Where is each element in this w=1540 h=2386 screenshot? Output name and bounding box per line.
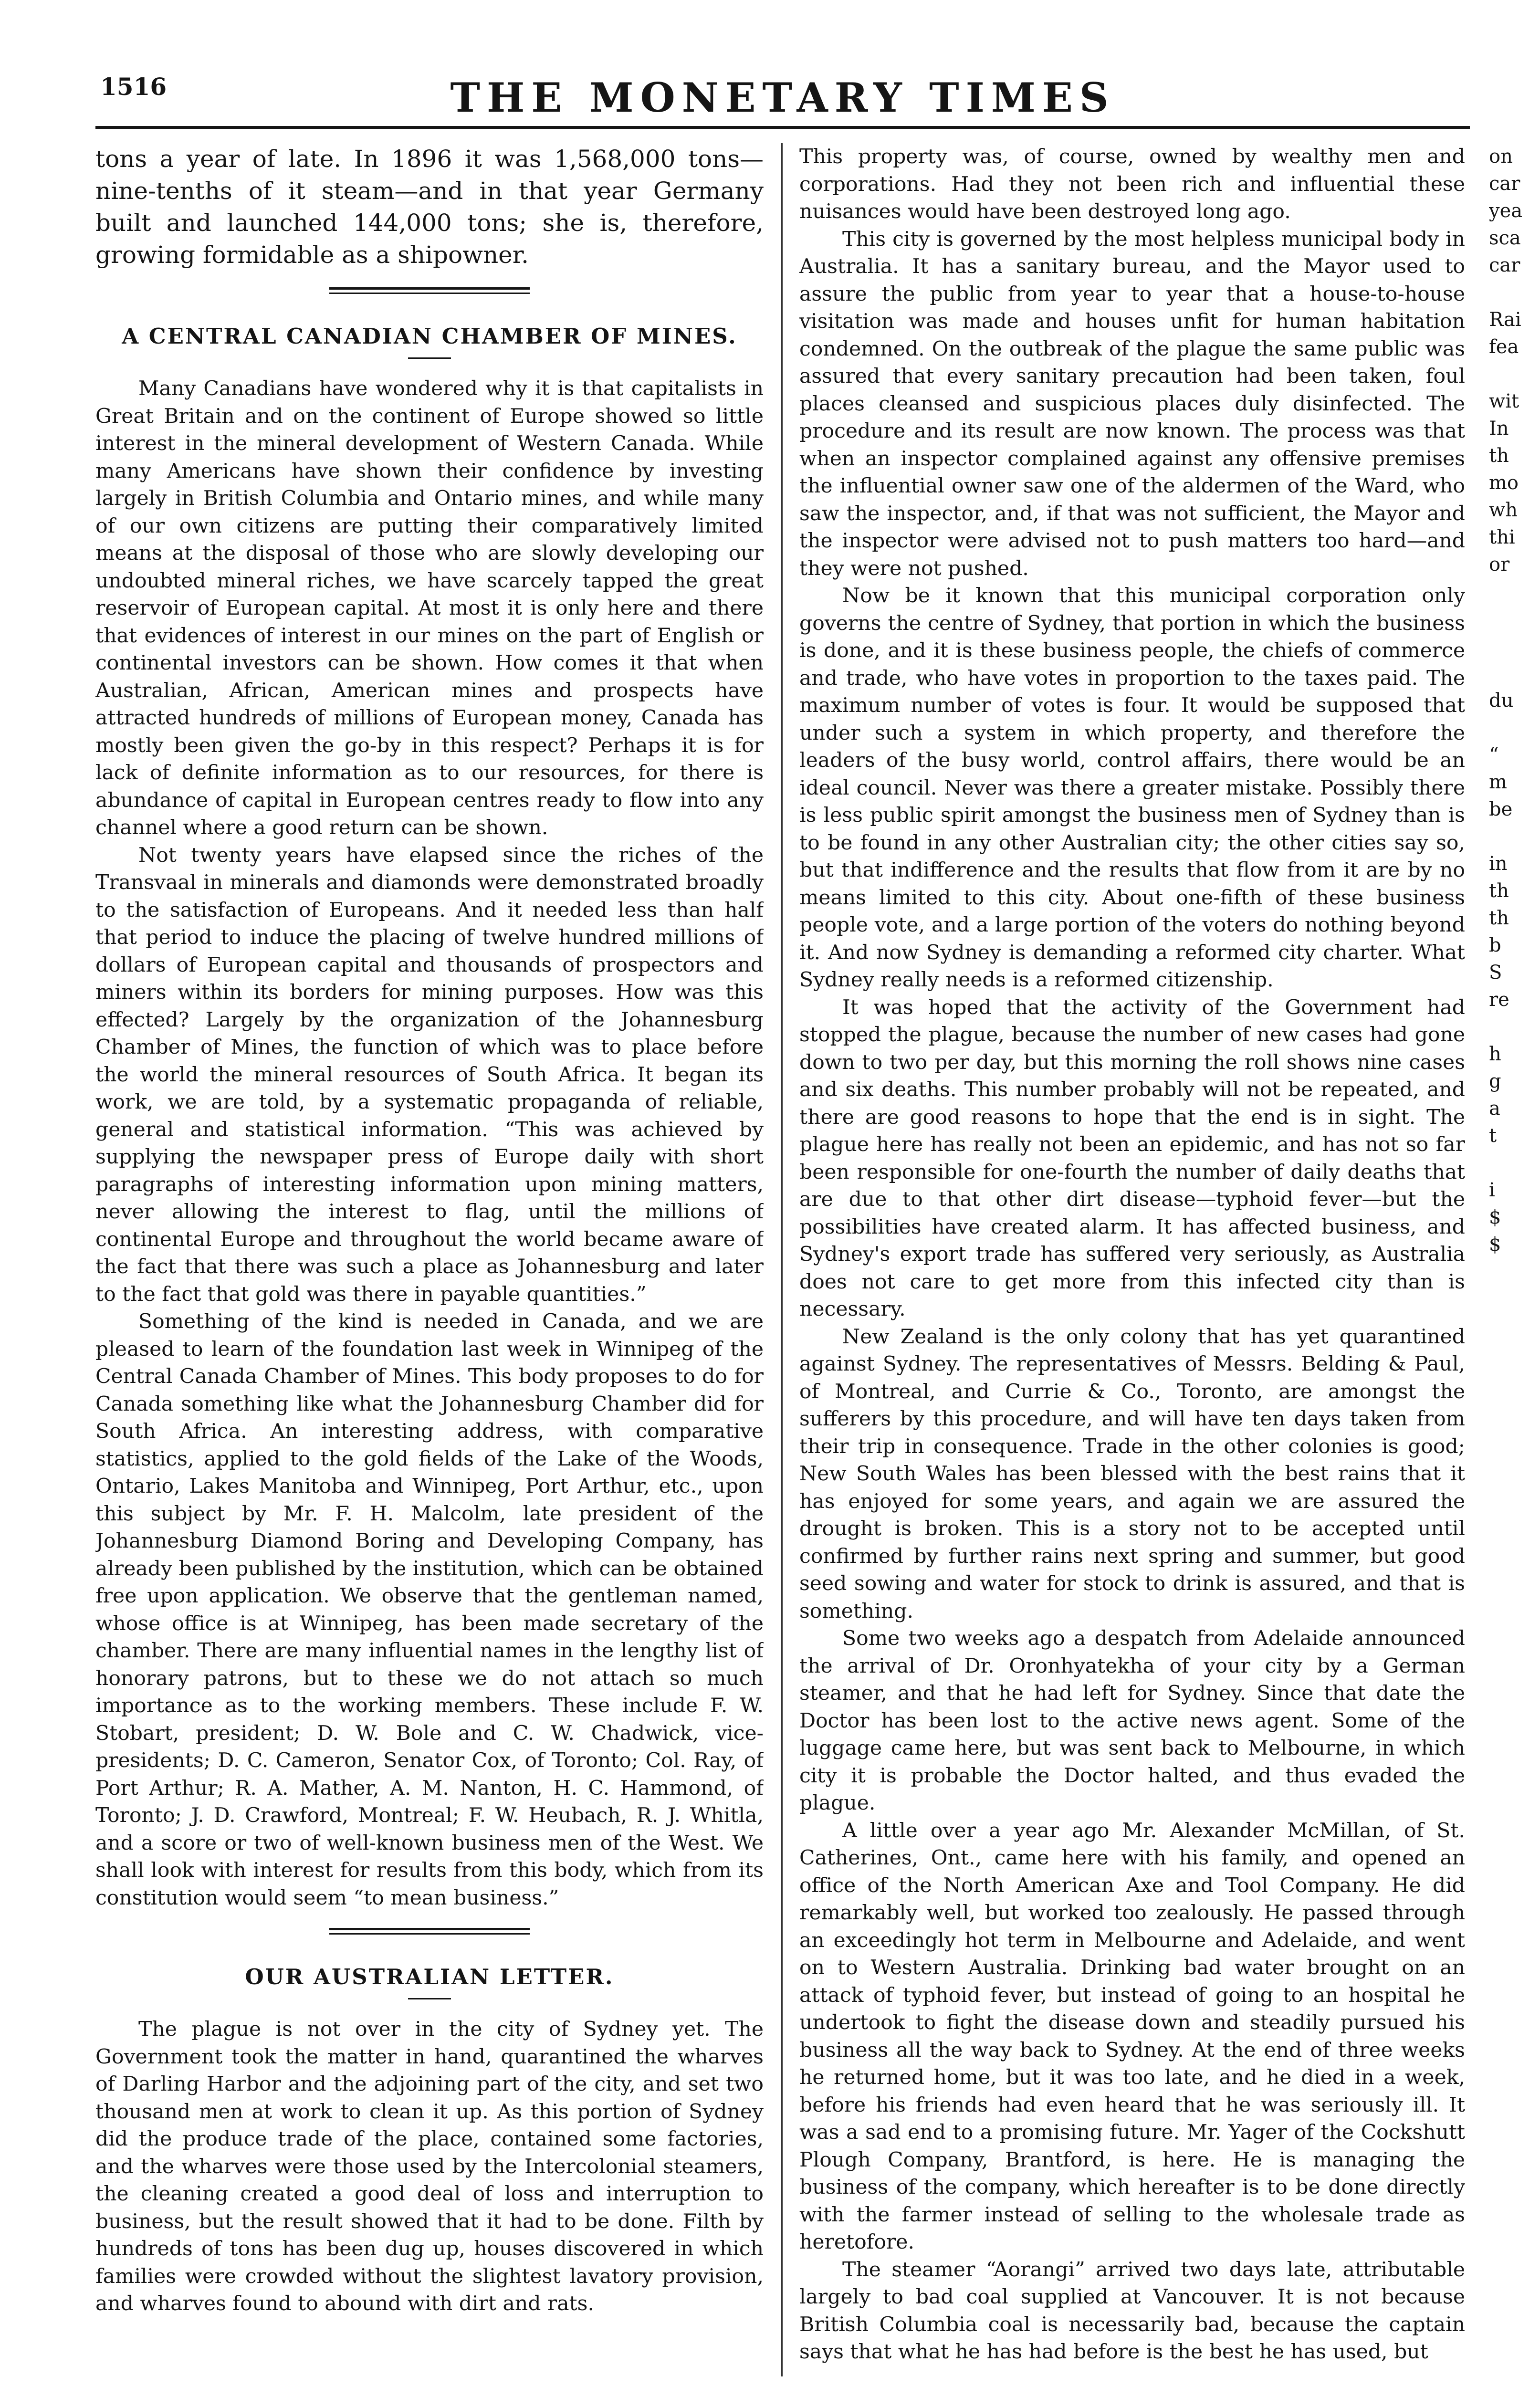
cut-off-text-fragments bbox=[1479, 143, 1540, 1313]
australian-letter-title: OUR AUSTRALIAN LETTER. bbox=[245, 1964, 614, 1989]
fragment-line bbox=[1489, 578, 1540, 606]
fragment-line: wit bbox=[1489, 390, 1519, 412]
fragment-line: or bbox=[1489, 554, 1510, 576]
fragment-line: mo bbox=[1489, 472, 1519, 494]
article-paragraph: This property was, of course, owned by wealthy men and corporations. Had they not been rich and influential these nuisances would have been destroyed long ago. bbox=[799, 145, 1465, 223]
fragment-line: in bbox=[1489, 853, 1508, 875]
article-paragraph: The steamer “Aorangi” arrived two days late, attributable largely to bad coal supplied at Vancouver. It is not because British Columbia coal is necessarily bad, because the captain says that what he has had before is the best he has used, but bbox=[799, 2258, 1465, 2364]
fragment-line: $ bbox=[1489, 1206, 1501, 1228]
page-number: 1516 bbox=[100, 73, 167, 101]
article-paragraph: Not twenty years have elapsed since the riches of the Transvaal in minerals and diamonds were demonstrated broadly to the satisfaction of Europeans. And it needed less than half that period to induce the placing of twelve hundred millions of dollars of European capital and thousands of prospectors and miners within its borders for mining purposes. How was this effected? Largely by the organization of the Johannesburg Chamber of Mines, the function of which was to place before the world the mineral resources of South Africa. It began its work, we are told, by a systematic propaganda of reliable, general and statistical information. “This was achieved by supplying the newspaper press of Europe daily with short paragraphs of interesting information upon mining matters, never allowing the interest to flag, until the millions of continental Europe and throughout the world became aware of the fact that there was such a place as Johannesburg and later to the fact that gold was there in payable quantities.” bbox=[95, 843, 764, 1306]
fragment-line: th bbox=[1489, 445, 1509, 467]
title-underline bbox=[408, 357, 451, 359]
column-2 bbox=[799, 143, 1465, 2382]
fragment-line bbox=[1489, 823, 1540, 850]
fragment-line: m bbox=[1489, 771, 1507, 793]
fragment-line: S bbox=[1489, 962, 1502, 984]
title-underline bbox=[408, 1998, 451, 1999]
fragment-line bbox=[1489, 1150, 1540, 1177]
fragment-line: g bbox=[1489, 1070, 1501, 1092]
mines-article-body bbox=[95, 375, 764, 1912]
fragment-line: th bbox=[1489, 880, 1509, 902]
fragment-line: i bbox=[1489, 1179, 1495, 1201]
lead-paragraph: tons a year of late. In 1896 it was 1,568,000 tons—nine-tenths of it steam—and in that year Germany built and launched 144,000 tons; she is, therefore, growing formidable as a shipowner. bbox=[95, 145, 764, 269]
fragment-line: In bbox=[1489, 418, 1509, 440]
fragment-line bbox=[1489, 660, 1540, 687]
fragment-line: h bbox=[1489, 1043, 1501, 1065]
fragment-line: car bbox=[1489, 254, 1520, 276]
article-paragraph: Something of the kind is needed in Canada, and we are pleased to learn of the foundation last week in Winnipeg of the Central Canada Chamber of Mines. This body proposes to do for Canada something like what the Johannesburg Chamber did for South Africa. An interesting address, with comparative statistics, applied to the gold fields of the Lake of the Woods, Ontario, Lakes Manitoba and Winnipeg, Port Arthur, etc., upon this subject by Mr. F. H. Malcolm, late president of the Johannesburg Diamond Boring and Developing Company, has already been published by the institution, which can be obtained free upon application. We observe that the gentleman named, whose office is at Winnipeg, has been made secretary of the chamber. There are many influential names in the lengthy list of honorary patrons, but to these we do not attach so much importance as to the working members. These include F. W. Stobart, president; D. W. Bole and C. W. Chadwick, vice-presidents; D. C. Cameron, Senator Cox, of Toronto; Col. Ray, of Port Arthur; R. A. Mather, A. M. Nanton, H. C. Hammond, of Toronto; J. D. Crawford, Montreal; F. W. Heubach, R. J. Whitla, and a score or two of well-known business men of the West. We shall look with interest for results from this body, which from its constitution would seem “to mean business.” bbox=[95, 1310, 764, 1910]
fragment-line: wh bbox=[1489, 499, 1518, 521]
article-paragraph: The plague is not over in the city of Sydney yet. The Government took the matter in hand, quarantined the wharves of Darling Harbor and the adjoining part of the city, and set two thousand men at work to clean it up. As this portion of Sydney did the produce trade of the place, contained some factories, and the wharves were those used by the Intercolonial steamers, the cleaning created a good deal of loss and interruption to business, but the result showed that it had to be done. Filth by hundreds of tons has been dug up, houses discovered in which families were crowded without the slightest lavatory provision, and wharves found to abound with dirt and rats. bbox=[95, 2018, 764, 2315]
fragment-line bbox=[1489, 714, 1540, 742]
fragment-line bbox=[1489, 279, 1540, 306]
fragment-line: $ bbox=[1489, 1234, 1501, 1256]
article-paragraph: Many Canadians have wondered why it is that capitalists in Great Britain and on the continent of Europe showed so little interest in the mineral development of Western Canada. While many Americans have shown their confidence by investing largely in British Columbia and Ontario mines, and while many of our own citizens are putting their comparatively limited means at the disposal of those who are slowly developing our undoubted mineral riches, we have scarcely tapped the great reservoir of European capital. At most it is only here and there that evidences of interest in our mines on the part of English or continental investors can be shown. How comes it that when Australian, African, American mines and prospects have attracted hundreds of millions of European money, Canada has mostly been given the go-by in this respect? Perhaps it is for lack of definite information as to our resources, for there is abundance of capital in European centres ready to flow into any channel where a good return can be shown. bbox=[95, 377, 764, 839]
fragment-line: t bbox=[1489, 1125, 1497, 1147]
article-paragraph: New Zealand is the only colony that has yet quarantined against Sydney. The representatives of Messrs. Belding & Paul, of Montreal, and Currie & Co., Toronto, are amongst the sufferers by this procedure, and will have ten days taken from their trip in consequence. Trade in the other colonies is good; New South Wales has been blessed with the best rains that it has enjoyed for some years, and again we are assured the drought is broken. This is a story not to be accepted until confirmed by further rains next spring and summer, but good seed sowing and water for stock to drink is assured, and that is something. bbox=[799, 1325, 1465, 1623]
fragment-line bbox=[1489, 361, 1540, 388]
lead-paragraph-block bbox=[95, 143, 764, 271]
fragment-line: b bbox=[1489, 934, 1501, 956]
section-divider bbox=[329, 287, 530, 294]
article-paragraph: This city is governed by the most helpless municipal body in Australia. It has a sanitary bureau, and the Mayor used to assure the public from year to year that a house-to-house visitation was made and houses unfit for human habitation condemned. On the outbreak of the plague the same public was assured that every sanitary precaution had been taken, foul places cleansed and suspicious places duly disinfected. The procedure and its result are now known. The process was that when an inspector complained against any offensive premises the influential owner saw one of the aldermen of the Ward, who saw the inspector, and, if that was not sufficient, the Mayor and the inspector were advised not to push matters too hard—and they were not pushed. bbox=[799, 227, 1465, 580]
header-rule bbox=[95, 126, 1470, 129]
fragment-line: “ bbox=[1489, 744, 1499, 766]
fragment-line: a bbox=[1489, 1098, 1500, 1120]
fragment-line bbox=[1489, 606, 1540, 633]
article-paragraph: It was hoped that the activity of the Government had stopped the plague, because the number of new cases had gone down to two per day, but this morning the roll shows nine cases and six deaths. This number probably will not be repeated, and there are good reasons to hope that the end is in sight. The plague here has really not been an epidemic, and has not so far been responsible for one-fourth the number of daily deaths that are due to that other dirt disease—typhoid fever—but the possibilities have created alarm. It has affected business, and Sydney's export trade has suffered very seriously, as Australia does not care to get more from this infected city than is necessary. bbox=[799, 995, 1465, 1321]
fragment-line bbox=[1489, 1258, 1540, 1286]
section-divider bbox=[329, 1928, 530, 1935]
fragment-line: be bbox=[1489, 798, 1513, 820]
mines-article-title: A CENTRAL CANADIAN CHAMBER OF MINES. bbox=[122, 324, 737, 349]
column-1 bbox=[95, 143, 764, 2382]
fragment-line: thi bbox=[1489, 526, 1515, 548]
fragment-line: fea bbox=[1489, 336, 1519, 358]
australian-letter-body bbox=[95, 2016, 764, 2318]
fragment-line: yea bbox=[1489, 200, 1523, 222]
fragment-line bbox=[1489, 1286, 1540, 1313]
fragment-line: Rai bbox=[1489, 309, 1521, 331]
fragment-line bbox=[1489, 633, 1540, 660]
fragment-line: du bbox=[1489, 690, 1514, 712]
masthead-title: THE MONETARY TIMES bbox=[450, 74, 1115, 121]
article-paragraph: Now be it known that this municipal corporation only governs the centre of Sydney, that portion in which the business is done, and it is these business people, the chiefs of commerce and trade, who have votes in proportion to the taxes paid. The maximum number of votes is four. It would be supposed that under such a system in which property, and therefore the leaders of the busy world, control affairs, there would be an ideal council. Never was there a greater mistake. Possibly there is less public spirit amongst the business men of Sydney than is to be found in any other Australian city; the other cities say so, but that indifference and the results that flow from it are by no means limited to this city. About one-fifth of these business people vote, and a large portion of the voters do nothing beyond it. And now Sydney is demanding a reformed city charter. What Sydney really needs is a reformed citizenship. bbox=[799, 584, 1465, 992]
column-divider bbox=[781, 143, 783, 2376]
fragment-line: car bbox=[1489, 173, 1520, 195]
australian-letter-continued bbox=[799, 143, 1465, 2366]
article-paragraph: Some two weeks ago a despatch from Adelaide announced the arrival of Dr. Oronhyatekha of your city by a German steamer, and that he had left for Sydney. Since that date the Doctor has been lost to the active news agent. Some of the luggage came here, but was sent back to Melbourne, in which city it is probable the Doctor halted, and thus evaded the plague. bbox=[799, 1627, 1465, 1815]
page-header bbox=[95, 57, 1470, 129]
fragment-line: on bbox=[1489, 146, 1513, 167]
fragment-line bbox=[1489, 1014, 1540, 1041]
article-paragraph: A little over a year ago Mr. Alexander McMillan, of St. Catherines, Ont., came here with his family, and opened an office of the North American Axe and Tool Company. He did remarkably well, but worked too zealously. He passed through an exceedingly hot term in Melbourne and Adelaide, and went on to Western Australia. Drinking bad water brought on an attack of typhoid fever, but instead of going to an hospital he undertook to fight the disease down and steadily pursued his business all the way back to Sydney. At the end of three weeks he returned home, but it was too late, and he died in a week, before his friends had even heard that he was seriously ill. It was a sad end to a promising future. Mr. Yager of the Cockshutt Plough Company, Brantford, is here. He is managing the business of the company, which hereafter is to be done directly with the farmer instead of selling to the wholesale trade as heretofore. bbox=[799, 1819, 1465, 2254]
column-3-fragment bbox=[1479, 143, 1540, 2382]
fragment-line: re bbox=[1489, 989, 1509, 1011]
fragment-line: th bbox=[1489, 907, 1509, 929]
fragment-line: sca bbox=[1489, 227, 1521, 249]
